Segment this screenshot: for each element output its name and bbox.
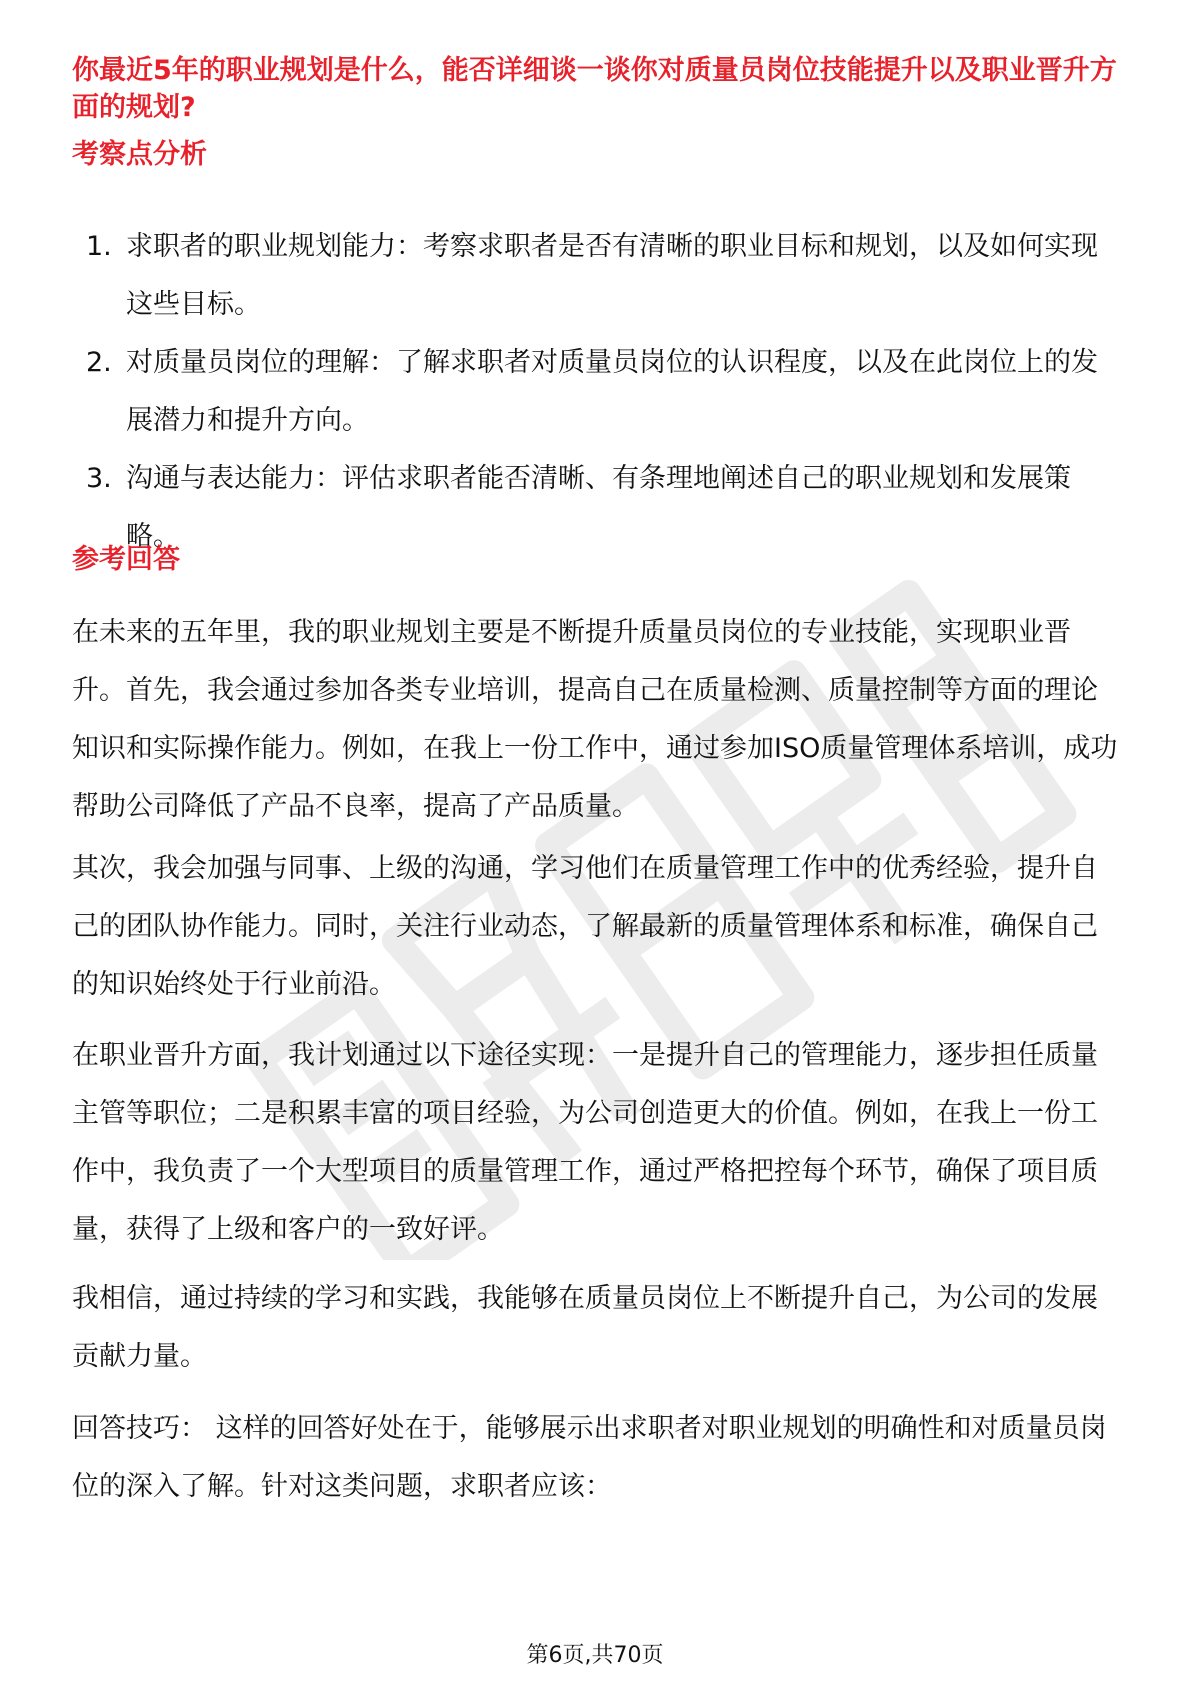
list-item-number: 1. [86, 231, 112, 262]
page-number: 第6页,共70页 [526, 1643, 664, 1668]
question-title: 你最近5年的职业规划是什么，能否详细谈一谈你对质量员岗位技能提升以及职业晋升方面的规划? [72, 55, 1117, 123]
list-item-number: 2. [86, 347, 112, 378]
list-item-text: 对质量员岗位的理解：了解求职者对质量员岗位的认识程度，以及在此岗位上的发展潜力和提升方向。 [126, 347, 1098, 436]
list-item-text: 求职者的职业规划能力：考察求职者是否有清晰的职业目标和规划，以及如何实现这些目标。 [126, 231, 1098, 320]
list-item [72, 450, 1122, 566]
answer-tips: 回答技巧： 这样的回答好处在于，能够展示出求职者对职业规划的明确性和对质量员岗位的深入了解。针对这类问题，求职者应该： [72, 1413, 1107, 1502]
list-item-number: 3. [86, 463, 112, 494]
answer-paragraph: 在未来的五年里，我的职业规划主要是不断提升质量员岗位的专业技能，实现职业晋升。首先，我会通过参加各类专业培训，提高自己在质量检测、质量控制等方面的理论知识和实际操作能力。例如，在我上一份工作中，通过参加ISO质量管理体系培训，成功帮助公司降低了产品不良率，提高了产品质量。 [72, 617, 1118, 822]
answer-paragraph: 我相信，通过持续的学习和实践，我能够在质量员岗位上不断提升自己，为公司的发展贡献力量。 [72, 1283, 1098, 1372]
analysis-heading: 考察点分析 [72, 139, 207, 170]
list-item [72, 218, 1122, 334]
answer-paragraph: 其次，我会加强与同事、上级的沟通，学习他们在质量管理工作中的优秀经验，提升自己的团队协作能力。同时，关注行业动态，了解最新的质量管理体系和标准，确保自己的知识始终处于行业前沿。 [72, 853, 1098, 1000]
answer-heading: 参考回答 [72, 544, 180, 575]
list-item [72, 334, 1122, 450]
answer-paragraph: 在职业晋升方面，我计划通过以下途径实现：一是提升自己的管理能力，逐步担任质量主管等职位；二是积累丰富的项目经验，为公司创造更大的价值。例如，在我上一份工作中，我负责了一个大型项目的质量管理工作，通过严格把控每个环节，确保了项目质量，获得了上级和客户的一致好评。 [72, 1040, 1098, 1245]
analysis-list [72, 218, 1122, 566]
list-item-text: 沟通与表达能力：评估求职者能否清晰、有条理地阐述自己的职业规划和发展策略。 [126, 463, 1071, 552]
